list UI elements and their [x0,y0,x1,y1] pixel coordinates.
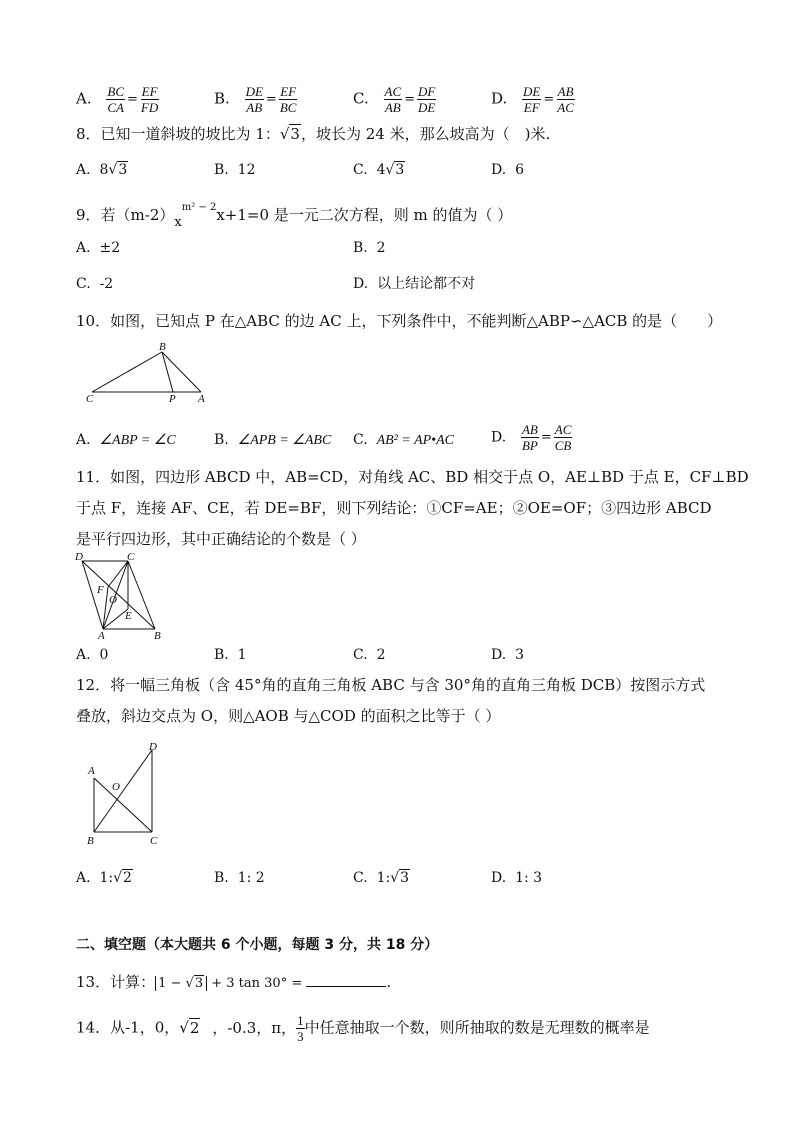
fraction: $\frac{AB}{BP}$ [521,422,538,453]
q10-label-b: B [159,341,166,353]
q11-label-c: C [127,551,135,563]
q12-label-d: D [149,741,157,753]
q12-label-o: O [112,781,120,793]
sqrt-symbol: √ [279,125,290,143]
q9-option-b: B. 2 [353,240,386,256]
option-label: D. [491,89,508,108]
q7-option-b: B. $\frac{DE}{AB}$ = $\frac{EF}{BC}$ [214,84,297,115]
q12-label-a: A [88,765,95,777]
fraction: $\frac{EF}{BC}$ [279,84,297,115]
q10-label-a: A [198,393,205,405]
fraction: $\frac{EF}{FD}$ [140,84,159,115]
q11-line-2: 于点 F，连接 AF、CE，若 DE=BF，则下列结论：①CF=AE；②OE=OF；③四边形 ABCD [76,499,712,517]
q11-option-a: A. 0 [76,647,109,663]
fraction: $\frac{DF}{DE}$ [418,84,436,115]
q12-line-2: 叠放，斜边交点为 O，则△AOB 与△COD 的面积之比等于（ ） [76,707,501,725]
q11-line-3: 是平行四边形，其中正确结论的个数是（ ） [76,530,366,548]
fraction: $\frac{DE}{EF}$ [523,84,541,115]
q12-line-1: 12．将一幅三角板（含 45°角的直角三角板 ABC 与含 30°角的直角三角板 DCB）按图示方式 [76,676,706,694]
q11-quadrilateral-figure [72,551,172,641]
q12-option-d: D. 1: 3 [491,870,543,886]
q11-label-e: E [125,610,132,622]
q9-option-d: D. 以上结论都不对 [353,276,476,292]
absolute-value: 1 − √3 [155,976,207,991]
q12-option-c: C. 1:√3 [353,870,410,886]
q11-option-c: C. 2 [353,647,386,663]
q10-option-c: C. AB² = AP•AC [353,432,454,448]
answer-blank[interactable] [306,972,386,987]
q10-option-b: B. ∠APB = ∠ABC [214,432,332,448]
q10-option-d: D. $\frac{AB}{BP}$ = $\frac{AC}{CB}$ [491,422,572,453]
q9-stem: 9．若$(m-2)x^{m^2 - 2}x+1=0$ 是一元二次方程，则 m 的值为（ ） [76,202,513,230]
option-label: B. [214,89,230,108]
q11-label-b: B [154,630,161,641]
q14-stem: 14．从-1，0，√2 ，-0.3，π， $\frac{1}{3}$ 中任意抽取一个数，则所抽取的数是无理数的概率是 [76,1013,650,1044]
q13-stem: 13．计算： 1 − √3 + 3 tan 30° = . [76,973,392,991]
fraction: $\frac{DE}{AB}$ [245,84,263,115]
q12-option-b: B. 1: 2 [214,870,265,886]
q10-stem: 10．如图，已知点 P 在△ABC 的边 AC 上，下列条件中，不能判断△ABP∽△ACB 的是（ ） [76,312,723,330]
q10-label-p: P [169,393,176,405]
q8-option-a: A. 8√3 [76,162,128,178]
option-label: A. [76,89,92,108]
q11-option-b: B. 1 [214,647,247,663]
fraction: $\frac{AC}{AB}$ [384,84,402,115]
q10-triangle-figure [80,340,220,406]
q12-triangles-figure [82,738,172,850]
q7-option-a: A. $\frac{BC}{CA}$ = $\frac{EF}{FD}$ [76,84,159,115]
q8-option-c: C. 4√3 [353,162,405,178]
q11-label-o: O [109,594,117,606]
q12-option-a: A. 1:√2 [76,870,132,886]
q8-option-d: D. 6 [491,162,525,178]
q12-label-c: C [150,835,158,847]
q10-label-c: C [86,393,94,405]
q11-label-f: F [97,584,104,596]
q12-label-b: B [87,835,94,847]
fraction: $\frac{AC}{CB}$ [554,422,572,453]
q10-option-a: A. ∠ABP = ∠C [76,432,176,448]
q11-line-1: 11．如图，四边形 ABCD 中，AB=CD，对角线 AC、BD 相交于点 O，AE⊥BD 于点 E，CF⊥BD [76,468,749,486]
q8-stem: 8．已知一道斜坡的坡比为 1：√3，坡长为 24 米，那么坡高为（ )米. [76,125,551,143]
q11-option-d: D. 3 [491,647,525,663]
section-heading-fill-in: 二、填空题（本大题共 6 个小题，每题 3 分，共 18 分） [76,937,439,953]
fraction: $\frac{BC}{CA}$ [107,84,125,115]
q7-option-c: C. $\frac{AC}{AB}$ = $\frac{DF}{DE}$ [353,84,436,115]
fraction: $\frac{1}{3}$ [297,1013,304,1044]
q7-option-d: D. $\frac{DE}{EF}$ = $\frac{AB}{AC}$ [491,84,574,115]
q11-label-d: D [75,551,83,563]
option-label: C. [353,89,369,108]
fraction: $\frac{AB}{AC}$ [557,84,574,115]
q11-label-a: A [98,630,105,641]
q9-option-c: C. -2 [76,276,114,292]
q8-option-b: B. 12 [214,162,256,178]
q9-option-a: A. ±2 [76,240,121,256]
